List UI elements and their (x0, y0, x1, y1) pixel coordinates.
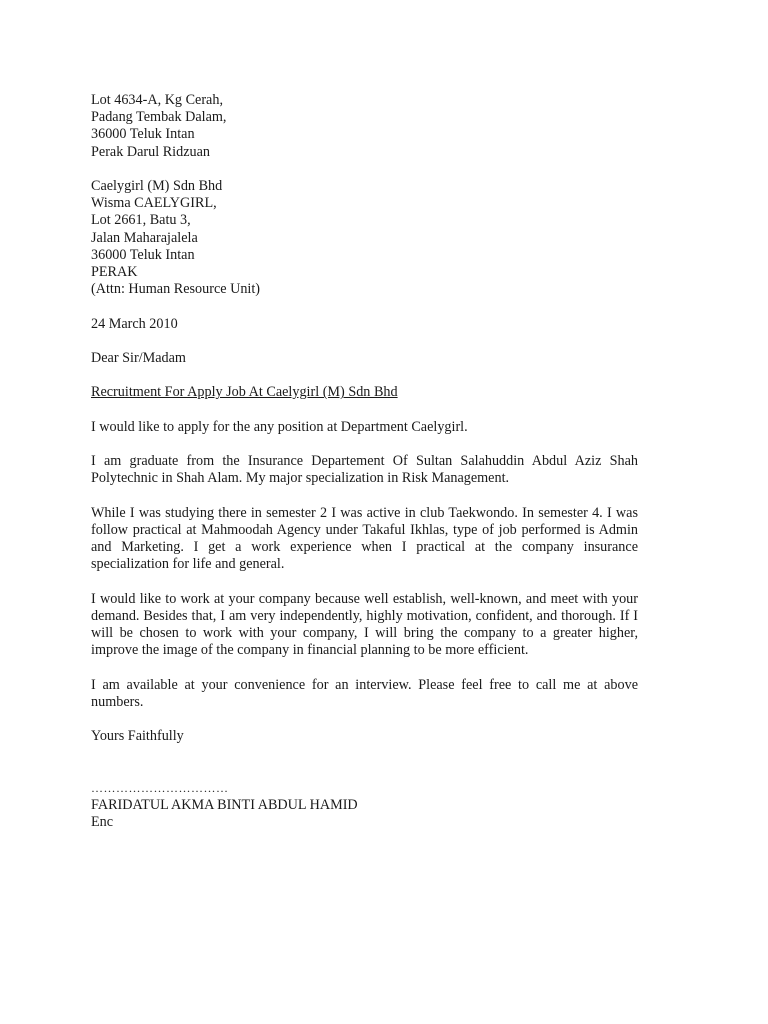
recipient-address-line: Caelygirl (M) Sdn Bhd (91, 178, 223, 194)
recipient-address-line: 36000 Teluk Intan (91, 246, 195, 263)
spacer (91, 436, 638, 453)
spacer (91, 333, 638, 350)
body-paragraph: I would like to work at your company because well establish, well-known, and meet with your demand. Besides that, I am very independently, highly motivation, confident, and thorough. If I will be chosen to work with your company, I will bring the company to a greater higher, improve the image of the company in financial planning to be more efficient. (91, 590, 638, 659)
sender-address (91, 92, 638, 161)
recipient-address-line: (Attn: Human Resource Unit) (91, 281, 261, 298)
spacer (91, 660, 638, 677)
spacer (91, 367, 638, 384)
signature-line: …………………………… (91, 780, 229, 795)
body-paragraph: I am graduate from the Insurance Departement Of Sultan Salahuddin Abdul Aziz Shah Polytechnic in Shah Alam. My major specialization in Risk Management. (91, 453, 638, 487)
letter-subject: Recruitment For Apply Job At Caelygirl (M) Sdn Bhd (91, 384, 398, 401)
spacer (91, 488, 638, 505)
sender-address-line: Perak Darul Ridzuan (91, 143, 210, 160)
spacer (91, 711, 638, 728)
recipient-address-line: Jalan Maharajalela (91, 229, 198, 246)
spacer (91, 746, 638, 780)
salutation: Dear Sir/Madam (91, 350, 186, 366)
enclosure: Enc (91, 814, 114, 831)
body-paragraph: While I was studying there in semester 2 I was active in club Taekwondo. In semester 4. I was follow practical at Mahmoodah Agency under Takaful Ikhlas, type of job performed is Admin and Marketing. I get a work experience when I practical at the company insurance specialization for life and general. (91, 504, 638, 573)
body-paragraph: I would like to apply for the any position at Department Caelygirl. (91, 418, 468, 435)
recipient-address-line: PERAK (91, 264, 138, 281)
spacer (91, 574, 638, 591)
recipient-address (91, 178, 638, 298)
body-paragraph: I am available at your convenience for an interview. Please feel free to call me at above numbers. (91, 676, 638, 710)
spacer (91, 161, 638, 178)
recipient-address-line: Wisma CAELYGIRL, (91, 195, 217, 212)
spacer (91, 298, 638, 315)
letter-page (91, 92, 638, 832)
spacer (91, 402, 638, 419)
closing: Yours Faithfully (91, 728, 184, 745)
recipient-address-line: Lot 2661, Batu 3, (91, 212, 191, 229)
sender-address-line: 36000 Teluk Intan (91, 126, 195, 143)
sender-address-line: Padang Tembak Dalam, (91, 109, 227, 126)
sender-address-line: Lot 4634-A, Kg Cerah, (91, 92, 223, 108)
signatory-name: FARIDATUL AKMA BINTI ABDUL HAMID (91, 797, 358, 814)
letter-date: 24 March 2010 (91, 315, 178, 332)
